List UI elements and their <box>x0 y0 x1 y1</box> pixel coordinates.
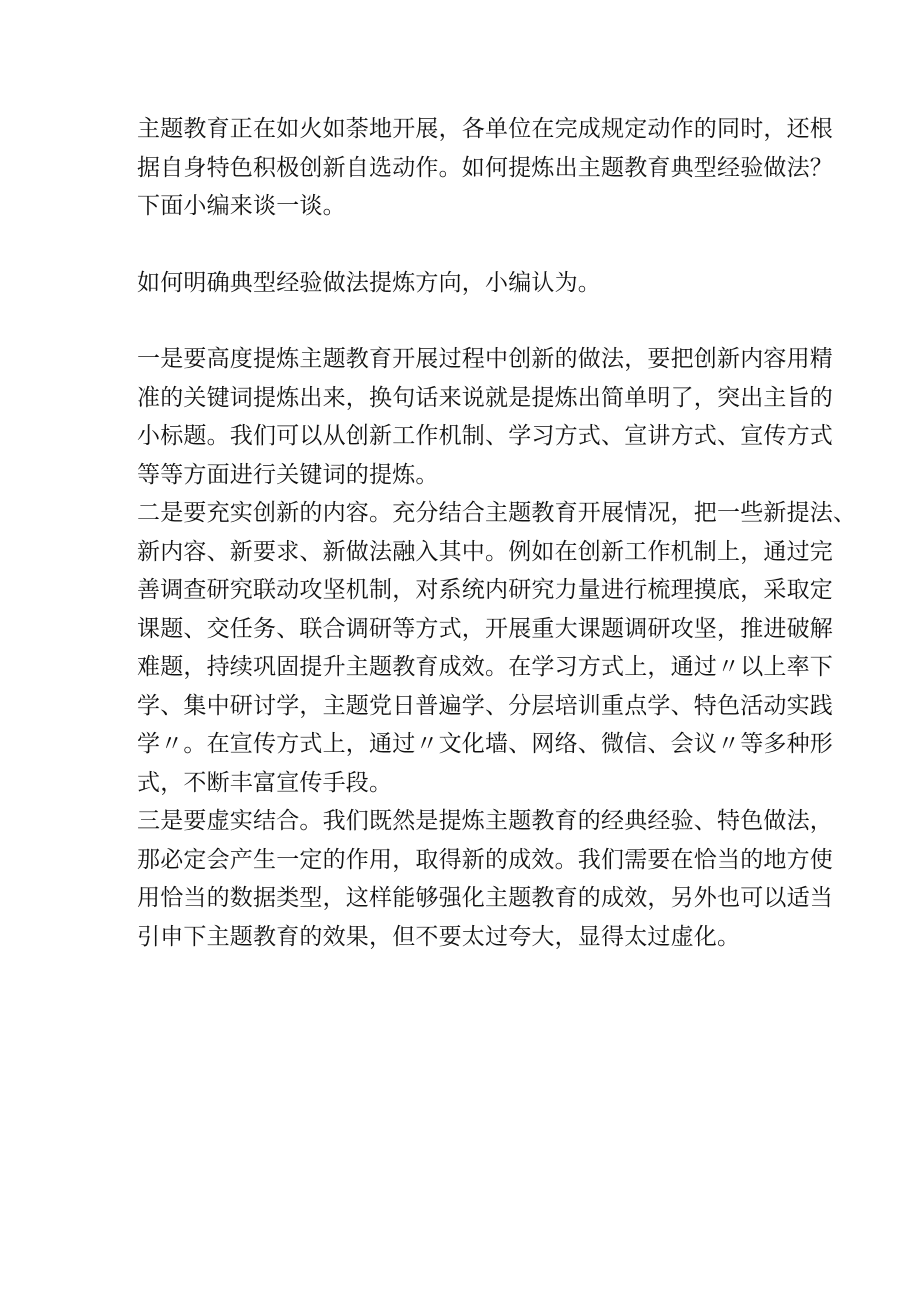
text-line: 小标题。我们可以从创新工作机制、学习方式、宣讲方式、宣传方式 <box>137 423 833 449</box>
text-line: 学〃。在宣传方式上，通过〃文化墙、网络、微信、会议〃等多种形 <box>137 731 833 757</box>
text-line: 新内容、新要求、新做法融入其中。例如在创新工作机制上，通过完 <box>137 538 833 565</box>
text-line: 学、集中研讨学，主题党日普遍学、分层培训重点学、特色活动实践 <box>137 692 833 719</box>
text-line: 主题教育正在如火如荼地开展，各单位在完成规定动作的同时，还根 <box>137 116 833 142</box>
text-line: 引申下主题教育的效果，但不要太过夸大，显得太过虚化。 <box>137 923 741 950</box>
text-line: 用恰当的数据类型，这样能够强化主题教育的成效，另外也可以适当 <box>137 885 833 911</box>
text-line: 准的关键词提炼出来，换句话来说就是提炼出简单明了，突出主旨的 <box>137 384 833 411</box>
point-three-paragraph <box>137 802 833 956</box>
text-line: 三是要虚实结合。我们既然是提炼主题教育的经典经验、特色做法， <box>137 808 833 834</box>
text-line: 下面小编来谈一谈。 <box>137 193 346 219</box>
point-one-paragraph <box>137 340 833 494</box>
text-line: 如何明确典型经验做法提炼方向，小编认为。 <box>137 269 601 296</box>
text-line: 一是要高度提炼主题教育开展过程中创新的做法，要把创新内容用精 <box>137 346 833 372</box>
question-paragraph <box>137 264 807 303</box>
intro-paragraph <box>137 110 833 226</box>
document-body <box>137 110 857 956</box>
text-line: 课题、交任务、联合调研等方式，开展重大课题调研攻坚，推进破解 <box>137 615 833 642</box>
text-line: 式，不断丰富宣传手段。 <box>137 769 393 796</box>
text-line: 二是要充实创新的内容。充分结合主题教育开展情况，把一些新提法、 <box>137 500 857 526</box>
text-line: 难题，持续巩固提升主题教育成效。在学习方式上，通过〃以上率下 <box>137 654 833 680</box>
text-line: 善调查研究联动攻坚机制，对系统内研究力量进行梳理摸底，采取定 <box>137 577 833 603</box>
text-line: 据自身特色积极创新自选动作。如何提炼出主题教育典型经验做法？ <box>137 154 833 181</box>
text-line: 那必定会产生一定的作用，取得新的成效。我们需要在恰当的地方使 <box>137 846 833 873</box>
text-line: 等等方面进行关键词的提炼。 <box>137 461 439 488</box>
point-two-paragraph <box>137 494 857 802</box>
